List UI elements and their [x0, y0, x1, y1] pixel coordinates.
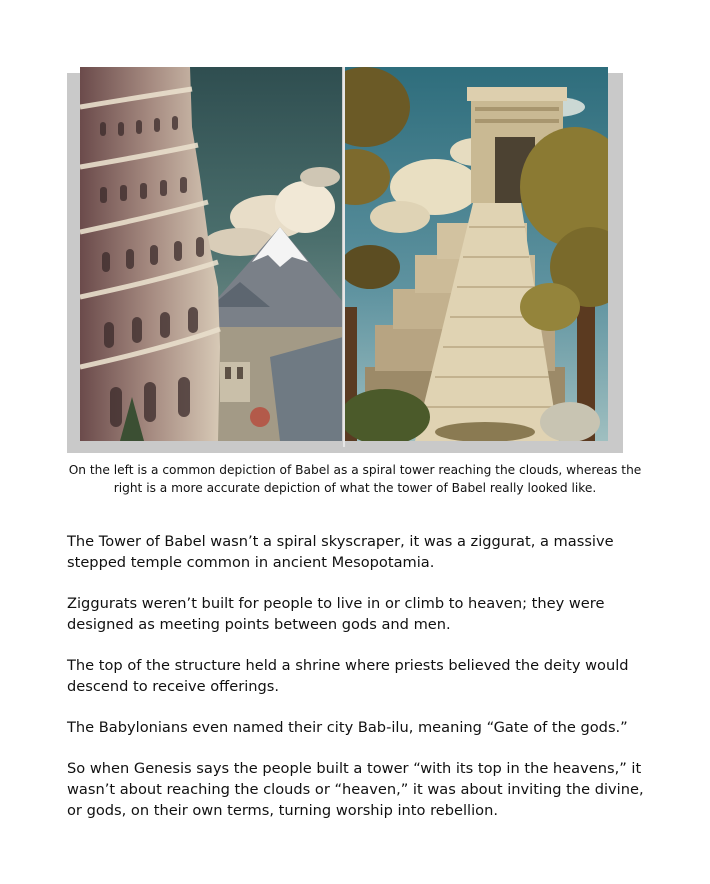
paragraph: The Babylonians even named their city Bab-ilu, meaning “Gate of the gods.”: [67, 719, 628, 736]
paragraph: Ziggurats weren’t built for people to live in or climb to heaven; they were designed as meeting points between gods and men.: [67, 595, 605, 633]
paragraph: The Tower of Babel wasn’t a spiral skyscraper, it was a ziggurat, a massive stepped temple common in ancient Mesopotamia.: [67, 533, 614, 571]
ziggurat-illustration: [345, 67, 608, 441]
book-illustration: [67, 67, 623, 453]
spiral-tower-illustration: [80, 67, 343, 441]
paragraph: So when Genesis says the people built a tower “with its top in the heavens,” it wasn’t about reaching the clouds or “heaven,” it was about inviting the divine, or gods, on their own terms, turning worship into rebellion.: [67, 760, 644, 819]
paragraph: The top of the structure held a shrine where priests believed the deity would descend to receive offerings.: [67, 657, 629, 695]
article-body: [67, 531, 647, 841]
figure-caption: On the left is a common depiction of Babel as a spiral tower reaching the clouds, whereas the right is a more accurate depiction of what the tower of Babel really looked like.: [68, 463, 642, 495]
